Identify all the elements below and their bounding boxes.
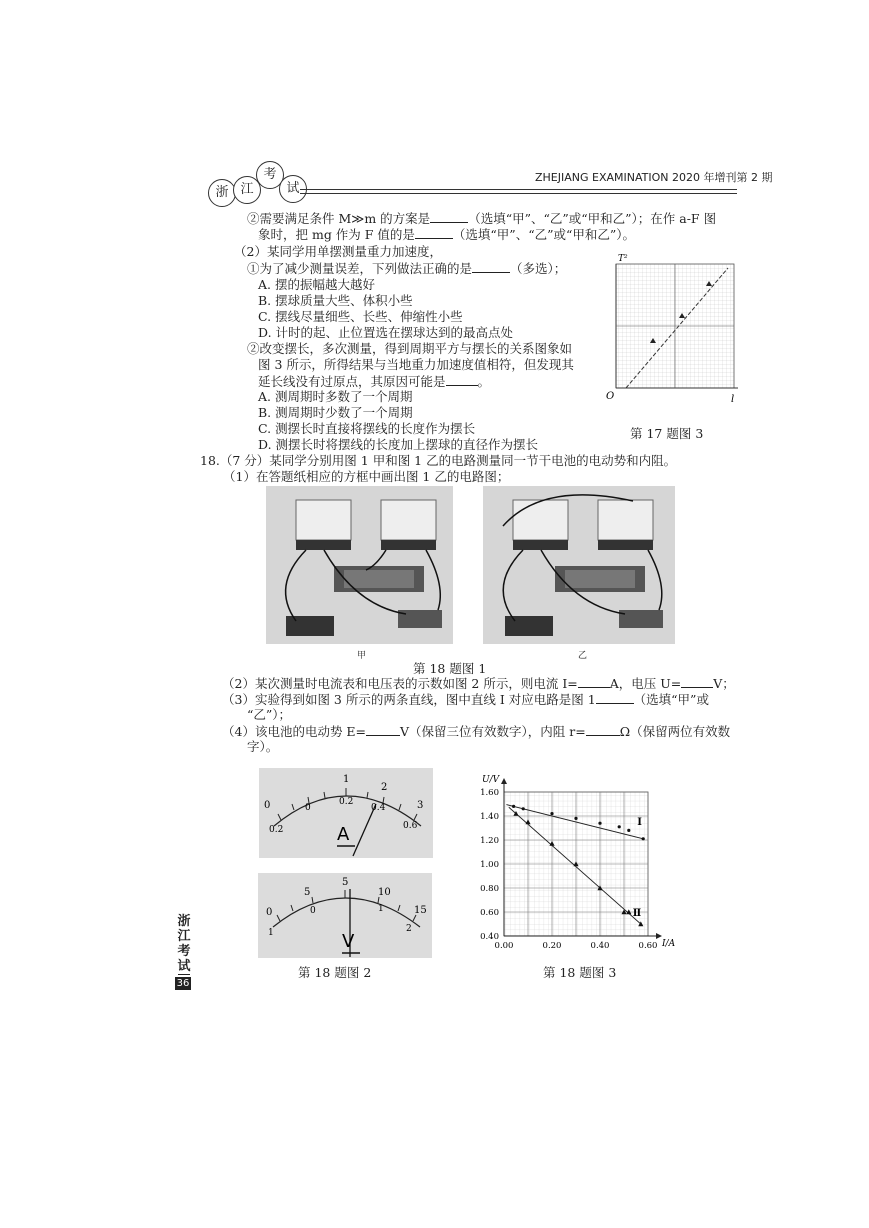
sidebar-brand: 浙 江 考 试: [177, 914, 191, 974]
photo-label-left: 甲: [357, 651, 367, 661]
option: A. 摆的振幅越大越好: [258, 277, 375, 292]
voltmeter-lower-2: 1: [378, 904, 384, 914]
header-rule: [300, 189, 737, 194]
y-axis-label: U/V: [482, 775, 500, 785]
ammeter-symbol: A: [337, 824, 350, 845]
ammeter-upper-0: 0: [264, 800, 271, 811]
option: A. 测周期时多数了一个周期: [258, 389, 413, 404]
brand-char: 江: [233, 176, 261, 204]
answer-blank: [578, 675, 610, 688]
answer-blank: [596, 691, 634, 704]
q18-part4: （4）该电池的电动势 E= V（保留三位有效数字），内阻 r= Ω（保留两位有效数: [222, 724, 731, 739]
ammeter-lower-1: 0: [305, 803, 311, 813]
data-point: [550, 812, 553, 815]
ui-chart: [462, 756, 692, 956]
ammeter-upper-1: 1: [343, 774, 350, 785]
data-point: [598, 822, 601, 825]
brand-char: 浙: [208, 179, 236, 207]
pendulum-graph: [598, 252, 743, 420]
answer-blank: [586, 723, 620, 736]
answer-blank: [472, 260, 510, 273]
answer-blank: [446, 373, 478, 386]
y-tick-label: 1.00: [480, 860, 499, 870]
answer-blank: [430, 210, 468, 223]
data-point: [512, 805, 515, 808]
q17-line2: 象时，把 mg 作为 F 值的是 （选填“甲”、“乙”或“甲和乙”）。: [258, 227, 636, 242]
q18-intro: 18.（7 分）某同学分别用图 1 甲和图 1 乙的电路测量同一节干电池的电动势和内阻。: [200, 453, 677, 468]
option: B. 测周期时少数了一个周期: [258, 405, 413, 420]
q17-graph-caption: 第 17 题图 3: [630, 426, 704, 441]
voltmeter-upper-1: 0: [266, 907, 273, 918]
q17-line1: ②需要满足条件 M≫m 的方案是 （选填“甲”、“乙”或“甲和乙”）；在作 a-F 图: [247, 211, 717, 226]
fig2-caption: 第 18 题图 2: [298, 965, 372, 980]
x-axis-label: I/A: [662, 939, 676, 949]
y-tick-label: 1.60: [480, 788, 499, 798]
data-point: [627, 829, 630, 832]
ammeter-upper-2: 2: [381, 782, 388, 793]
voltmeter-symbol: V: [342, 931, 355, 952]
q18-part3: （3）实验得到如图 3 所示的两条直线，图中直线 Ⅰ 对应电路是图 1 （选填“甲”或: [222, 692, 709, 707]
y-tick-label: 1.20: [480, 836, 499, 846]
sidebar-rule: [178, 974, 190, 975]
pendulum-intro: （2）某同学用单摆测量重力加速度，: [234, 244, 442, 259]
y-tick-label: 1.40: [480, 812, 499, 822]
q18-part4-cont: 字）。: [247, 739, 279, 754]
option: C. 测摆长时直接将摆线的长度作为摆长: [258, 421, 476, 436]
pendulum-sub2: 延长线没有过原点，其原因可能是 。: [258, 374, 491, 389]
brand-char: 考: [256, 161, 284, 189]
y-tick-label: 0.80: [480, 884, 499, 894]
pendulum-sub2: ②改变摆长，多次测量，得到周期平方与摆长的关系图象如: [247, 341, 573, 356]
voltmeter-dial: [258, 873, 432, 958]
option: D. 测摆长时将摆线的长度加上摆球的直径作为摆长: [258, 437, 539, 452]
circuit-photo-left: [266, 486, 453, 644]
ammeter-lower-3: 0.4: [371, 803, 386, 813]
answer-blank: [366, 723, 400, 736]
graph-xlabel: l: [731, 394, 735, 405]
ammeter-upper-3: 3: [417, 800, 424, 811]
ammeter-lower-0: 0.2: [269, 825, 284, 835]
pendulum-sub1: ①为了减少测量误差，下列做法正确的是 （多选）；: [247, 261, 567, 276]
data-point: [574, 817, 577, 820]
voltmeter-lower-3: 2: [406, 924, 412, 934]
q18-part3-cont: “乙”）；: [247, 707, 292, 722]
brand-char: 试: [279, 175, 307, 203]
q18-part2: （2）某次测量时电流表和电压表的示数如图 2 所示，则电流 I= A，电压 U= V；: [222, 676, 735, 691]
circuit-photo-right: [483, 486, 675, 644]
journal-line: ZHEJIANG EXAMINATION 2020 年增刊第 2 期: [535, 171, 773, 184]
x-tick-label: 0.00: [494, 941, 514, 951]
graph-ylabel: T²: [618, 254, 628, 264]
ammeter-lower-2: 0.2: [339, 797, 354, 807]
photo-label-right: 乙: [578, 651, 588, 661]
ammeter-lower-4: 0.6: [403, 821, 418, 831]
y-tick-label: 0.40: [480, 932, 499, 942]
y-axis-arrow: [501, 778, 507, 784]
page-number: 36: [176, 978, 190, 989]
x-tick-label: 0.20: [542, 941, 562, 951]
pendulum-sub2: 图 3 所示，所得结果与当地重力加速度值相符，但发现其: [258, 357, 574, 372]
option: B. 摆球质量大些、体积小些: [258, 293, 413, 308]
voltmeter-upper-4: 15: [414, 905, 427, 916]
ammeter-dial: [259, 768, 433, 858]
fig3-caption: 第 18 题图 3: [543, 965, 617, 980]
option: D. 计时的起、止位置选在摆球达到的最高点处: [258, 325, 514, 340]
data-point: [642, 837, 645, 840]
answer-blank: [681, 675, 713, 688]
answer-blank: [415, 226, 453, 239]
voltmeter-lower-0: 1: [268, 928, 274, 938]
graph-origin: O: [606, 391, 615, 402]
x-tick-label: 0.40: [590, 941, 610, 951]
y-tick-label: 0.60: [480, 908, 499, 918]
voltmeter-lower-1: 0: [310, 906, 316, 916]
series-label: Ⅱ: [632, 908, 642, 919]
option: C. 摆线尽量细些、长些、伸缩性小些: [258, 309, 463, 324]
voltmeter-upper-3: 10: [378, 887, 391, 898]
q18-part1: （1）在答题纸相应的方框中画出图 1 乙的电路图；: [223, 469, 510, 484]
voltmeter-upper-0: 5: [342, 877, 349, 888]
data-point: [618, 825, 621, 828]
series-label: Ⅰ: [637, 816, 642, 828]
data-point: [522, 807, 525, 810]
x-tick-label: 0.60: [638, 941, 658, 951]
voltmeter-upper-2: 5: [304, 887, 311, 898]
fig1-caption: 第 18 题图 1: [413, 661, 487, 676]
